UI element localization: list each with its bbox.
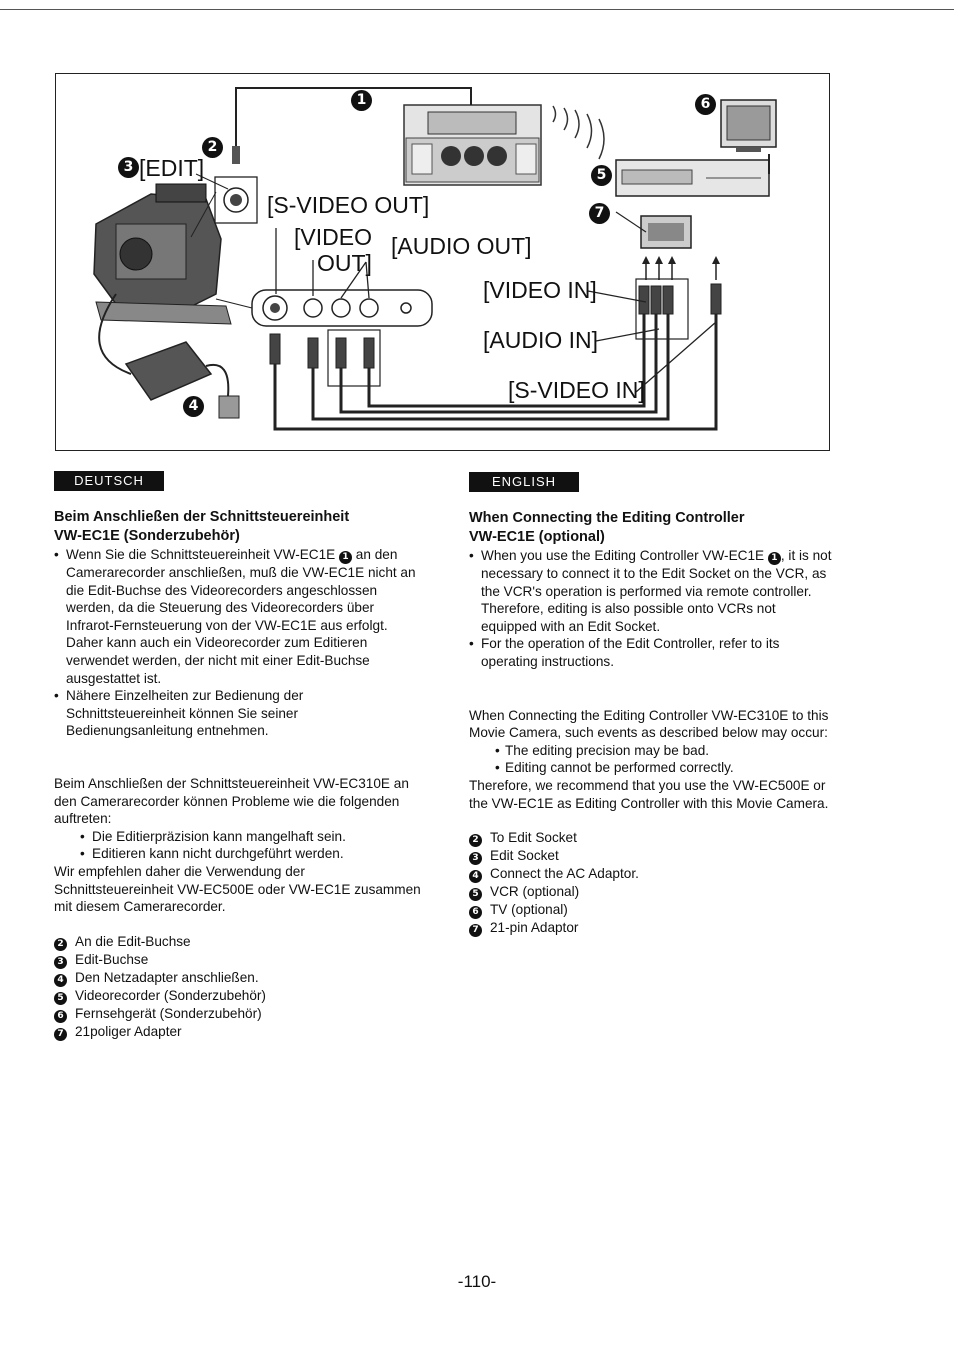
- deutsch-item-2: • Editieren kann nicht durchgeführt werden.: [54, 845, 424, 863]
- top-rule: [0, 9, 954, 10]
- legend-item: [469, 919, 834, 937]
- deutsch-heading-line2: VW-EC1E (Sonderzubehör): [54, 528, 240, 544]
- callout-5: 5: [591, 165, 612, 186]
- callout-1: 1: [351, 90, 372, 111]
- legend-item: [54, 1023, 424, 1041]
- legend-num: 5: [54, 992, 67, 1005]
- english-bullet-1-ref: 1: [768, 552, 781, 565]
- english-heading-line1: When Connecting the Editing Controller: [469, 510, 745, 526]
- legend-text: To Edit Socket: [490, 830, 577, 846]
- label-video-out-line1: [VIDEO: [294, 224, 372, 250]
- label-edit: [EDIT]: [139, 155, 205, 181]
- deutsch-heading-line1: Beim Anschließen der Schnittsteuereinheit: [54, 509, 350, 525]
- deutsch-column: [54, 508, 424, 1041]
- callout-6: 6: [695, 94, 716, 115]
- legend-text: Videorecorder (Sonderzubehör): [75, 987, 266, 1003]
- english-paragraph-2: Therefore, we recommend that you use the VW-EC500E or the VW-EC1E as Editing Controller with this Movie Camera.: [469, 777, 829, 811]
- callout-3: 3: [118, 157, 139, 178]
- deutsch-item-1: • Die Editierpräzision kann mangelhaft sein.: [54, 828, 424, 846]
- callout-7: 7: [589, 203, 610, 224]
- legend-text: An die Edit-Buchse: [75, 933, 191, 949]
- deutsch-bullet-1-text-b: an den Camerarecorder anschließen, muß die VW-EC1E nicht an die Edit-Buchse des Videorecorders angeschlossen werden, da die Steuerung des Videorecorders über Infrarot-Fernsteuerung von der VW-EC1E aus erfolgt. Daher kann auch ein Videorecorder zum Editieren verwendet werden, der nicht mit einer Edit-Buchse ausgestattet ist.: [66, 547, 416, 686]
- legend-num: 5: [469, 888, 482, 901]
- legend-text: Fernsehgerät (Sonderzubehör): [75, 1005, 262, 1021]
- 21pin-adaptor-illustration: [616, 212, 691, 248]
- legend-item: [54, 987, 424, 1005]
- english-legend: [469, 829, 834, 937]
- english-item-1: • The editing precision may be bad.: [469, 742, 834, 760]
- legend-num: 3: [54, 956, 67, 969]
- legend-num: 4: [54, 974, 67, 987]
- legend-item: [54, 933, 424, 951]
- legend-num: 4: [469, 870, 482, 883]
- legend-num: 3: [469, 852, 482, 865]
- legend-num: 7: [469, 924, 482, 937]
- deutsch-bullet-2: • Nähere Einzelheiten zur Bedienung der Schnittsteuereinheit können Sie seiner Bedienungsanleitung entnehmen.: [54, 687, 424, 740]
- deutsch-legend: [54, 933, 424, 1041]
- language-tag-english: ENGLISH: [469, 472, 579, 492]
- legend-item: [469, 847, 834, 865]
- legend-item: [54, 969, 424, 987]
- legend-item: [54, 1005, 424, 1023]
- diagram-drawing: [56, 74, 831, 452]
- editing-controller-illustration: [404, 105, 541, 185]
- label-audio-out: [AUDIO OUT]: [391, 233, 532, 259]
- legend-num: 7: [54, 1028, 67, 1041]
- camcorder-illustration: [94, 184, 231, 324]
- label-svideo-in: [S-VIDEO IN]: [508, 377, 645, 403]
- legend-text: Den Netzadapter anschließen.: [75, 969, 259, 985]
- legend-item: [469, 883, 834, 901]
- legend-item: [469, 865, 834, 883]
- legend-num: 2: [469, 834, 482, 847]
- page-number: -110-: [457, 1272, 497, 1291]
- callout-4: 4: [183, 396, 204, 417]
- legend-text: 21poliger Adapter: [75, 1023, 182, 1039]
- output-jack-panel: [216, 290, 432, 326]
- english-item-2: • Editing cannot be performed correctly.: [469, 759, 834, 777]
- deutsch-bullet-1: [54, 546, 424, 687]
- legend-text: 21-pin Adaptor: [490, 920, 579, 936]
- legend-item: [54, 951, 424, 969]
- callout-2: 2: [202, 137, 223, 158]
- english-bullet-1: [469, 547, 834, 635]
- label-video-in: [VIDEO IN]: [483, 277, 597, 303]
- legend-text: Edit Socket: [490, 848, 559, 864]
- legend-item: [469, 829, 834, 847]
- deutsch-paragraph-2: Wir empfehlen daher die Verwendung der Schnittsteuereinheit VW-EC500E oder VW-EC1E zusammen mit diesem Camerarecorder.: [54, 863, 421, 915]
- legend-num: 2: [54, 938, 67, 951]
- deutsch-heading: [54, 508, 424, 546]
- vcr-illustration: [616, 154, 769, 196]
- legend-text: VCR (optional): [490, 884, 580, 900]
- english-heading-line2: VW-EC1E (optional): [469, 529, 605, 545]
- label-video-out-line2: OUT]: [317, 250, 372, 276]
- connection-diagram: [55, 73, 830, 451]
- tv-illustration: [721, 100, 776, 152]
- legend-text: Connect the AC Adaptor.: [490, 866, 639, 882]
- label-audio-in: [AUDIO IN]: [483, 327, 599, 353]
- deutsch-bullet-1-text-a: Wenn Sie die Schnittsteuereinheit VW-EC1E: [66, 547, 340, 562]
- label-svideo-out: [S-VIDEO OUT]: [267, 192, 430, 218]
- english-bullet-1-text-a: When you use the Editing Controller VW-EC1E: [481, 548, 768, 563]
- english-heading: [469, 509, 834, 547]
- deutsch-bullet-1-ref: 1: [339, 551, 352, 564]
- legend-num: 6: [469, 906, 482, 919]
- english-bullet-1-text-b: , it is not necessary to connect it to the Edit Socket on the VCR, as the VCR's operation is performed via remote controller. Therefore, editing is also possible onto VCRs not equipped with an Edit Socket.: [481, 548, 832, 634]
- english-column: [469, 509, 834, 937]
- legend-text: TV (optional): [490, 902, 568, 918]
- english-bullet-2: • For the operation of the Edit Controller, refer to its operating instructions.: [469, 635, 834, 670]
- legend-num: 6: [54, 1010, 67, 1023]
- deutsch-paragraph-1: Beim Anschließen der Schnittsteuereinheit VW-EC310E an den Camerarecorder können Probleme wie die folgenden auftreten:: [54, 775, 409, 827]
- legend-text: Edit-Buchse: [75, 951, 149, 967]
- english-paragraph-1: When Connecting the Editing Controller VW-EC310E to this Movie Camera, such events as described below may occur:: [469, 707, 829, 741]
- legend-item: [469, 901, 834, 919]
- language-tag-deutsch: DEUTSCH: [54, 471, 164, 491]
